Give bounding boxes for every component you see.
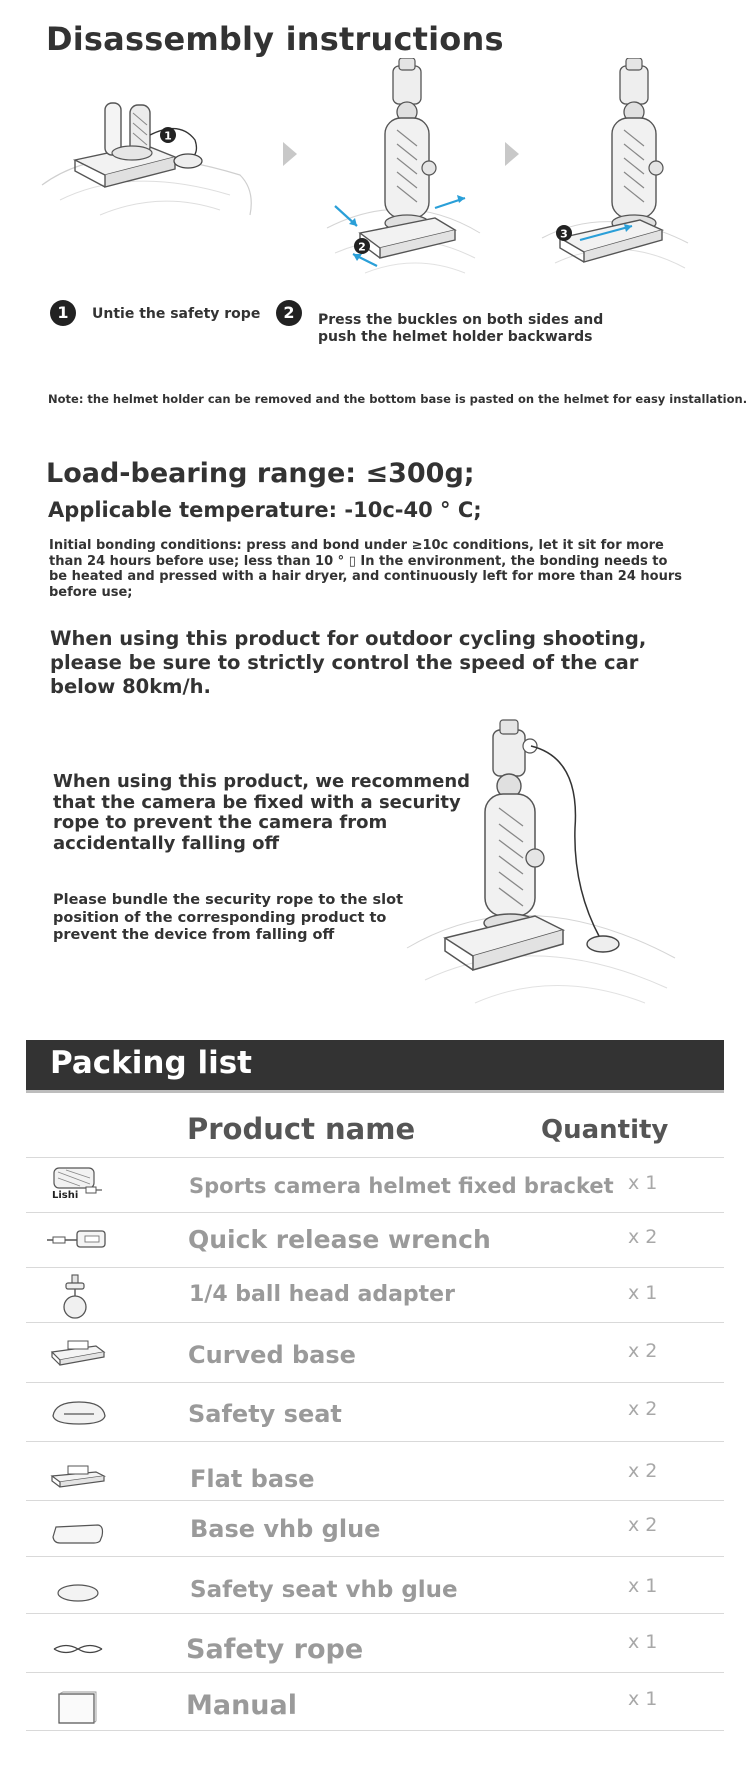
step-2-text xyxy=(318,312,603,346)
item-name: Curved base xyxy=(188,1341,356,1369)
press-buckles-illustration-icon xyxy=(325,58,485,278)
item-name: Safety seat vhb glue xyxy=(190,1577,458,1603)
item-quantity: x 1 xyxy=(628,1172,658,1194)
next-arrow-icon xyxy=(505,142,519,166)
safety-rope-recommendation: When using this product, we recommend that the camera be fixed with a security rope to prevent the camera from accidentally falling off xyxy=(53,771,471,854)
figure-label-3: 3 xyxy=(560,227,568,241)
packing-list-title: Packing list xyxy=(50,1045,252,1081)
row-divider xyxy=(26,1672,724,1673)
item-name: 1/4 ball head adapter xyxy=(189,1282,455,1307)
safety-seat-icon xyxy=(50,1398,108,1426)
flat-base-icon xyxy=(48,1464,108,1490)
figure-label-2: 2 xyxy=(358,240,366,254)
row-divider xyxy=(26,1322,724,1323)
column-header-product-name: Product name xyxy=(187,1112,416,1146)
item-name: Sports camera helmet fixed bracket xyxy=(189,1174,614,1198)
item-quantity: x 1 xyxy=(628,1688,658,1710)
row-divider xyxy=(26,1212,724,1213)
row-divider xyxy=(26,1441,724,1442)
figure-label-1: 1 xyxy=(164,129,172,143)
column-header-quantity: Quantity xyxy=(541,1115,669,1145)
row-divider xyxy=(26,1382,724,1383)
row-divider xyxy=(26,1500,724,1501)
cycling-speed-warning: When using this product for outdoor cycling shooting, please be sure to strictly control the speed of the car below 80km/h. xyxy=(50,627,647,698)
item-quantity: x 1 xyxy=(628,1282,658,1304)
item-quantity: x 1 xyxy=(628,1575,658,1597)
manual-icon xyxy=(54,1690,100,1726)
item-name: Safety rope xyxy=(186,1634,364,1665)
item-quantity: x 2 xyxy=(628,1226,658,1248)
step-2-text-line: push the helmet holder backwards xyxy=(318,329,593,345)
item-name: Quick release wrench xyxy=(188,1225,491,1254)
row-divider xyxy=(26,1613,724,1614)
row-divider xyxy=(26,1267,724,1268)
curved-base-icon xyxy=(48,1338,108,1368)
step-number-badge: 2 xyxy=(276,300,302,326)
item-name: Safety seat xyxy=(188,1400,342,1428)
brand-label: Lishi xyxy=(52,1190,79,1201)
row-divider xyxy=(26,1730,724,1731)
step-1-text: Untie the safety rope xyxy=(92,306,261,322)
header-underline xyxy=(26,1090,724,1093)
item-name: Base vhb glue xyxy=(190,1515,381,1543)
load-bearing-range: Load-bearing range: ≤300g; xyxy=(46,458,475,489)
camera-with-rope-illustration-icon xyxy=(405,718,685,1008)
push-holder-illustration-icon xyxy=(540,58,690,278)
row-divider xyxy=(26,1556,724,1557)
item-quantity: x 2 xyxy=(628,1398,658,1420)
row-divider xyxy=(26,1157,724,1158)
item-quantity: x 2 xyxy=(628,1340,658,1362)
section-title-disassembly: Disassembly instructions xyxy=(46,20,504,58)
rope-icon xyxy=(52,1640,104,1658)
bundle-rope-instruction: Please bundle the security rope to the slot position of the corresponding product to prevent the device from falling off xyxy=(53,892,404,943)
item-name: Flat base xyxy=(190,1465,315,1493)
item-quantity: x 2 xyxy=(628,1514,658,1536)
removal-note: Note: the helmet holder can be removed and the bottom base is pasted on the helmet for easy installation. xyxy=(48,392,748,406)
ball-head-icon xyxy=(60,1274,90,1320)
step-number-badge: 1 xyxy=(50,300,76,326)
wrench-icon xyxy=(45,1228,111,1250)
step-2-text-line: Press the buckles on both sides and xyxy=(318,312,604,328)
seat-glue-icon xyxy=(55,1582,101,1604)
untie-rope-illustration-icon xyxy=(40,95,260,225)
item-quantity: x 2 xyxy=(628,1460,658,1482)
next-arrow-icon xyxy=(283,142,297,166)
applicable-temperature: Applicable temperature: -10c-40 ° C; xyxy=(48,498,482,522)
base-glue-icon xyxy=(50,1522,106,1546)
item-quantity: x 1 xyxy=(628,1631,658,1653)
bonding-conditions: Initial bonding conditions: press and bond under ≥10c conditions, let it sit for more than 24 hours before use; less than 10 ° ▯ In the environment, the bonding needs to be heated and pressed with a hair dryer, and continuously left for more than 24 hours before use; xyxy=(49,538,682,600)
item-name: Manual xyxy=(186,1690,298,1721)
